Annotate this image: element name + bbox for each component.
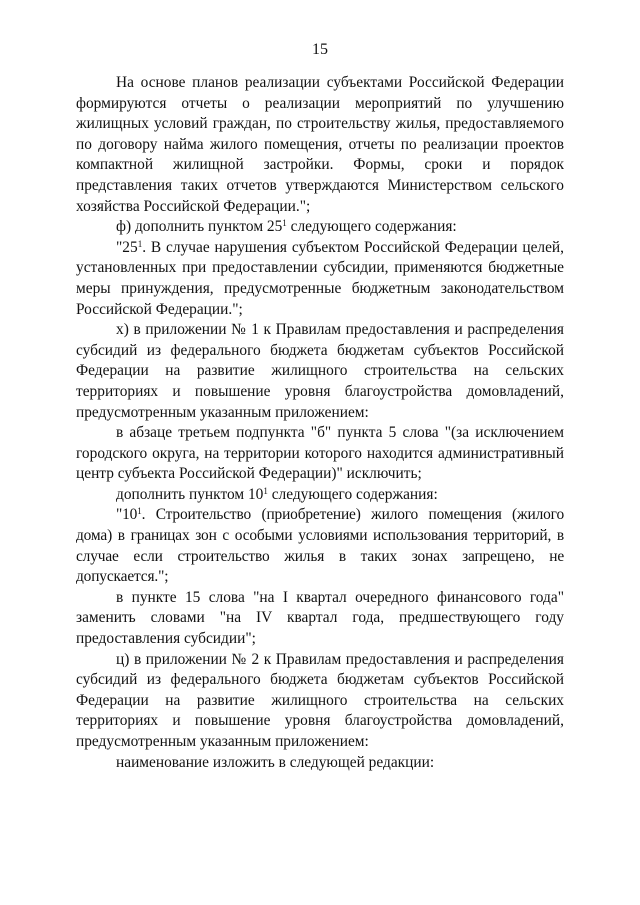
paragraph-item-ts: [76, 650, 564, 753]
document-body: [76, 73, 564, 773]
paragraph-text: . В случае нарушения субъектом Российской Федерации целей, установленных при предоставлении субсидии, применяются бюджетные меры принуждения, предусмотренные бюджетным законодательством Российской Федерации.";: [76, 238, 564, 318]
page-number: 15: [312, 41, 328, 58]
paragraph-title-change: [76, 753, 564, 774]
paragraph-reporting-plans: [76, 73, 564, 217]
superscript-index: 1: [282, 218, 287, 229]
paragraph-text: в абзаце третьем подпункта "б" пункта 5 слова "(за исключением городского округа, на территории которого находится административный центр субъекта Российской Федерации)" исключить;: [76, 424, 564, 483]
paragraph-text: ф) дополнить пунктом 25: [116, 218, 283, 236]
superscript-index: 1: [263, 485, 268, 496]
paragraph-text: в пункте 15 слова "на I квартал очередного финансового года" заменить словами "на IV квартал года, предшествующего году предоставления субсидии";: [76, 588, 564, 648]
paragraph-text: следующего содержания:: [267, 485, 438, 503]
superscript-index: 1: [137, 506, 142, 517]
paragraph-text: . Строительство (приобретение) жилого помещения (жилого дома) в границах зон с особыми условиями использования территорий, в случае если строительство жилья в таких зонах запрещено, не допускается.";: [76, 506, 564, 586]
paragraph-clause-25-1: [76, 238, 564, 320]
paragraph-clause-10-1: [76, 505, 564, 587]
paragraph-item-f: [76, 217, 564, 238]
paragraph-item-kh: [76, 320, 564, 423]
paragraph-clause-15: [76, 588, 564, 650]
paragraph-text: "10: [116, 506, 138, 524]
paragraph-subitem-b: [76, 423, 564, 485]
paragraph-text: дополнить пунктом 10: [116, 485, 264, 503]
paragraph-add-clause-10-1: [76, 485, 564, 506]
paragraph-text: следующего содержания:: [286, 218, 457, 236]
paragraph-text: На основе планов реализации субъектами Российской Федерации формируются отчеты о реализации мероприятий по улучшению жилищных условий граждан, по строительству жилья, предоставляемого по договору найма жилого помещения, отчеты по реализации проектов компактной жилищной застройки. Формы, сроки и порядок представления таких отчетов утверждаются Министерством сельского хозяйства Российской Федерации.";: [76, 74, 564, 215]
paragraph-text: ц) в приложении № 2 к Правилам предоставления и распределения субсидий из федерального бюджета бюджетам субъектов Российской Федерации на развитие жилищного строительства на сельских территориях и повышение уровня благоустройства домовладений, предусмотренным указанным приложением:: [76, 650, 564, 750]
paragraph-text: наименование изложить в следующей редакции:: [116, 753, 435, 771]
superscript-index: 1: [137, 238, 143, 249]
paragraph-text: х) в приложении № 1 к Правилам предоставления и распределения субсидий из федерального бюджета бюджетам субъектов Российской Федерации на развитие жилищного строительства на сельских территориях и повышение уровня благоустройства домовладений, предусмотренным указанным приложением:: [76, 321, 564, 421]
paragraph-text: "25: [116, 238, 138, 256]
